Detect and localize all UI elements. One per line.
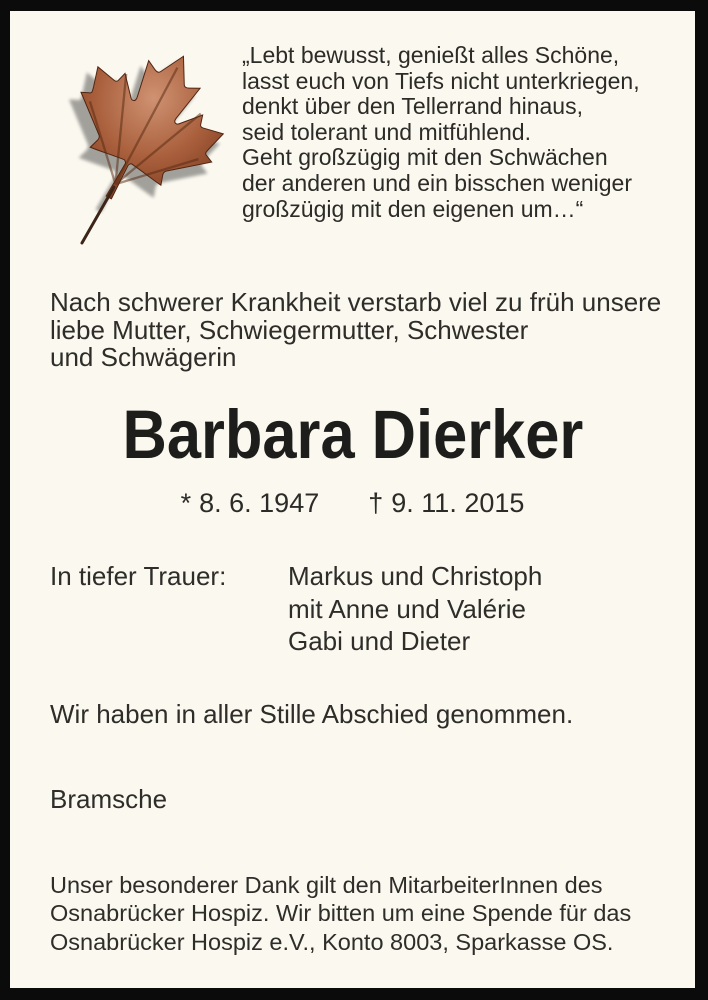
- death-date-value: 9. 11. 2015: [391, 488, 525, 518]
- thanks-paragraph: [50, 871, 631, 956]
- maple-leaf-icon: [30, 31, 240, 281]
- location-text: Bramsche: [50, 784, 168, 814]
- farewell-text: Wir haben in aller Stille Abschied genommen.: [50, 699, 574, 729]
- death-announcement: [50, 289, 661, 372]
- quote-line: Geht großzügig mit den Schwächen: [242, 144, 608, 171]
- death-date: [368, 488, 524, 519]
- quote-line: der anderen und ein bisschen weniger: [242, 169, 632, 196]
- mourner-line: Markus und Christoph: [288, 561, 543, 591]
- thanks-line: Osnabrücker Hospiz e.V., Konto 8003, Sparkasse OS.: [50, 928, 614, 955]
- quote-line: denkt über den Tellerrand hinaus,: [242, 93, 583, 120]
- death-symbol: †: [368, 488, 384, 518]
- birth-date-value: 8. 6. 1947: [199, 488, 320, 518]
- thanks-line: Osnabrücker Hospiz. Wir bitten um eine Spende für das: [50, 900, 632, 927]
- quote-line: großzügig mit den eigenen um…“: [242, 195, 584, 222]
- announcement-line: und Schwägerin: [50, 342, 237, 373]
- notice-paper: [10, 11, 695, 988]
- announcement-line: liebe Mutter, Schwiegermutter, Schwester: [50, 314, 529, 345]
- deceased-name-text: Barbara Dierker: [122, 396, 583, 473]
- mourner-line: Gabi und Dieter: [288, 626, 471, 656]
- maple-leaf-image: [30, 31, 240, 281]
- thanks-line: Unser besonderer Dank gilt den MitarbeiterInnen des: [50, 872, 603, 898]
- quote-line: seid tolerant und mitfühlend.: [242, 118, 531, 145]
- life-dates: [10, 488, 695, 519]
- mourning-label: In tiefer Trauer:: [50, 561, 227, 591]
- opening-quote: [242, 43, 640, 222]
- deceased-name: [10, 396, 695, 473]
- quote-line: „Lebt bewusst, genießt alles Schöne,: [242, 42, 620, 68]
- announcement-line: Nach schwerer Krankheit verstarb viel zu früh unsere: [50, 287, 662, 317]
- quote-line: lasst euch von Tiefs nicht unterkriegen,: [242, 67, 640, 94]
- birth-date: [181, 488, 320, 519]
- mourners-list: [288, 560, 542, 658]
- mourner-line: mit Anne und Valérie: [288, 593, 526, 624]
- birth-symbol: *: [180, 488, 192, 518]
